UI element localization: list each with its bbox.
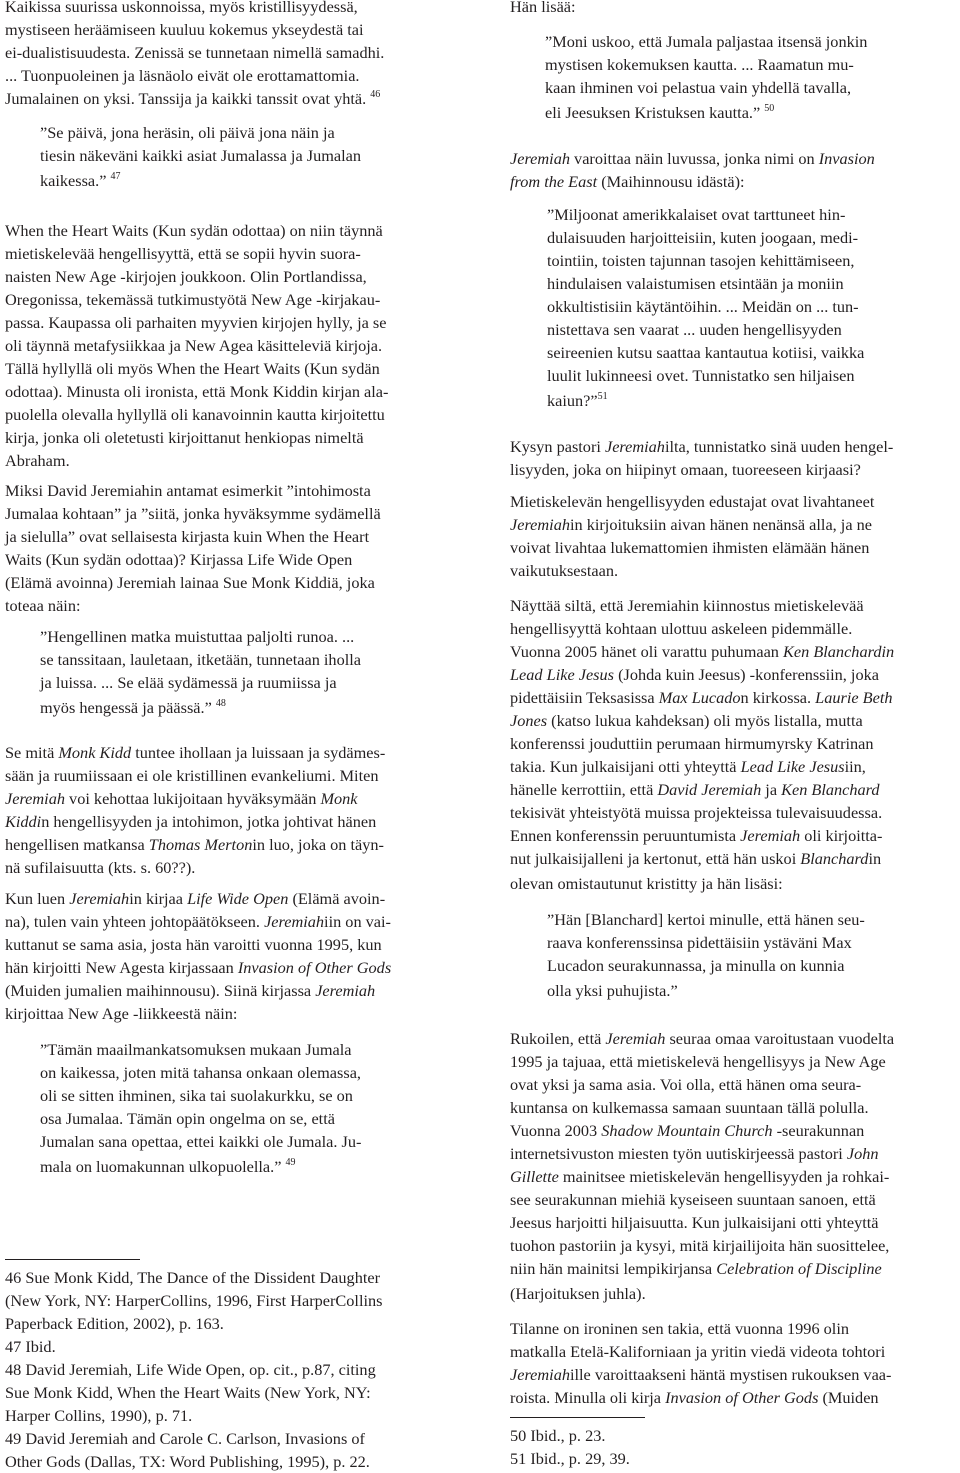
text-line: kirja, jonka oli oletetusti kirjoittanut henkiopas nimeltä [5,428,364,447]
text-line: kuntansa on kulkemassa samaan suuntaan tällä polulla. [510,1098,869,1117]
footnote-ref: 50 [764,103,775,114]
text-line: puolella olevalla hyllyllä oli kanavoinnin kautta kirjoitettu [5,405,385,424]
footnote-line: 49 David Jeremiah and Carole C. Carlson, Invasions of [5,1429,365,1448]
text-run: oli kirjoitta- [800,826,883,845]
text-run: in kirjoituksiin aivan hänen nenänsä alla, ja ne [569,515,872,534]
text-run: hän kirjoitti New Agesta kirjassaan [5,958,238,977]
text-run: -seurakunnan [772,1121,865,1140]
text-run: ilta, tunnistatko sinä uuden hengel- [664,437,894,456]
text-line: konferenssi jouduttiin perumaan hirmumyrsky Katrinan [510,734,874,753]
text-line: Jeesus harjoitti hiljaisuutta. Kun julkaisijani otti yhteyttä [510,1213,879,1232]
quote-line [545,101,957,124]
nayttaa-paragraph [510,594,957,895]
block-quote-3 [5,1038,454,1178]
text-run: (Muiden jumalien maihinnousu). Siinä kirjassa [5,981,316,1000]
quote-line: ”Hengellinen matka muistuttaa paljolti runoa. ... [40,627,355,646]
footnote-line: Paperback Edition, 2002), p. 163. [5,1314,224,1333]
block-quote-6 [510,908,957,1002]
text-line: kirjoittaa New Age -liikkeestä näin: [5,1004,238,1023]
text-line: toteaa näin: [5,596,81,615]
text-line [510,778,957,801]
quote-line [40,1155,454,1178]
text-line: passa. Kaupassa oli parhaiten myyvien kirjojen hylly, ja se [5,313,387,332]
text-line: ja sielulla” ovat sellaisesta kirjasta kuin When the Heart [5,527,370,546]
quote-line: on kaikessa, joten mitä tahansa onkaan olemassa, [40,1063,362,1082]
text-line [510,1363,957,1386]
quote-line: tointiin, toisten tajunnan tasojen kehittämiseen, [547,251,855,270]
varoittaa-paragraph [510,147,957,193]
quote-line: seireenien kutsu saattaa kantautua kotiisi, vaikka [547,343,865,362]
footnote-ref: 51 [597,391,608,402]
text-line: Miksi David Jeremiahin antamat esimerkit ”intohimosta [5,481,371,500]
heart-waits-paragraph [5,219,454,472]
text-run: in kirjaa [129,889,188,908]
quote-line: olla yksi puhujista.” [547,981,678,1000]
text-run: Vuonna 2005 hänet oli varattu puhumaan [510,642,784,661]
quote-line: ”Moni uskoo, että Jumala paljastaa itsensä jonkin [545,32,868,51]
quote-line: raava konferenssinsa pidettäisiin ystäväni Max [547,933,852,952]
italic-run: David Jeremiah [657,780,762,799]
text-run: mainitsee mietiskelevän hengellisyyden ja rohkai- [558,1167,890,1186]
text-line: Kaikissa suurissa uskonnoissa, myös kristillisyydessä, [5,0,358,16]
se-mita-paragraph [5,741,454,879]
italic-run: Thomas Merton [148,835,253,854]
italic-run: Monk [320,789,358,808]
text-line: tuohon pastoriin ja kysyi, mitä kirjailijoita hän suosittelee, [510,1236,890,1255]
rukoilen-paragraph [510,1027,957,1305]
footnote-ref: 47 [110,171,121,182]
quote-line: dulaisuuden harjoitteisiin, kuten joogaan, medi- [547,228,859,247]
text-line [510,147,957,170]
miksi-paragraph [5,479,454,617]
text-run: voi kehottaa lukijoitaan hyväksymään [64,789,321,808]
text-run: Ennen konferenssin peruuntumista [510,826,741,845]
text-line [510,513,957,536]
quote-line [40,696,454,719]
footnote-line: Other Gods (Dallas, TX: Word Publishing, 1995), p. 22. [5,1452,370,1471]
italic-run: Invasion of Other Gods [237,958,392,977]
footnote-rule [510,1417,645,1418]
italic-run: Jeremiah [605,1029,666,1048]
italic-run: Shadow Mountain Church [601,1121,773,1140]
text-line-content: Jumalainen on yksi. Tanssija ja kaikki tanssit ovat yhtä. [5,89,367,108]
footnote-line: 51 Ibid., p. 29, 39. [510,1449,630,1468]
text-line [5,979,454,1002]
text-line [5,787,454,810]
footnote-line: Sue Monk Kidd, When the Heart Waits (New York, NY: [5,1383,371,1402]
italic-run: Lead Like Jesus [740,757,845,776]
text-line: mietiskelevää hengellisyyttä, että se sopii hyvin suora- [5,244,361,263]
quote-line: kaan ihminen voi pelastua vain yhdellä tavalla, [545,78,852,97]
italic-run: Blanchard [800,849,869,868]
italic-run: John [846,1144,879,1163]
text-line [510,824,957,847]
text-line [5,910,454,933]
text-run: (katso lukua kahdeksan) oli myös listalla, mutta [547,711,863,730]
text-line: Waits (Kun sydän odottaa)? Kirjassa Life Wide Open [5,550,353,569]
text-run: varoittaa näin luvussa, jonka nimi on [569,149,819,168]
text-line [510,435,957,458]
text-line [5,833,454,856]
quote-line: tiesin näkeväni kaikki asiat Jumalassa ja Jumalan [40,146,362,165]
tilanne-paragraph [510,1317,957,1409]
text-line: Abraham. [5,451,70,470]
text-line [510,686,957,709]
text-run: ja [761,780,782,799]
text-line [510,1386,957,1409]
italic-run: Jones [510,711,548,730]
text-line: Jumalaa kohtaan” ja ”siitä, jonka hyväksymme sydämellä [5,504,381,523]
kysyn-paragraph [510,435,957,481]
text-run: n hengellisyyden ja intohimon, jotka johtivat hänen [41,812,377,831]
text-line [5,87,454,110]
block-quote-5 [510,203,957,412]
footnote-divider-right [510,1417,957,1418]
italic-run: Jeremiah [510,1365,570,1384]
text-line [5,741,454,764]
text-line [510,755,957,778]
quote-line: luulit lukinneesi ovet. Tunnistatko sen hiljaisen [547,366,855,385]
text-line: vaikutuksestaan. [510,561,619,580]
italic-run: Gillette [510,1167,559,1186]
quote-line: nistettava sen vaarat ... uuden hengellisyyden [547,320,842,339]
han-lisaa: Hän lisää: [510,0,576,16]
text-line: kuttanut se sama asia, josta hän varoitti vuonna 1995, kun [5,935,382,954]
italic-run: Jeremiah [315,981,376,1000]
text-run: n kirkossa. [740,688,816,707]
footnote-line: 50 Ibid., p. 23. [510,1426,606,1445]
quote-line-content: kaikessa.” [40,171,107,190]
text-line [5,810,454,833]
text-line: naisten New Age -kirjojen joukkoon. Olin Portlandissa, [5,267,367,286]
kun-luen-paragraph [5,887,454,1025]
text-line [510,663,957,686]
text-run: hengellisen matkansa [5,835,149,854]
quote-line: okkultistisiin käytäntöihin. ... Meidän on ... tun- [547,297,859,316]
text-line: lisyyden, joka on hiipinyt omaan, tuoreeseen kirjaasi? [510,460,861,479]
quote-line: mystisen kokemuksen kautta. ... Raamatun mu- [545,55,854,74]
text-run: ille varoittaakseni häntä mystisen rukouksen vaa- [569,1365,892,1384]
italic-run: Jeremiah [510,149,570,168]
quote-line-content: kaiun?” [547,391,598,410]
italic-run: Ken Blanchard [781,780,880,799]
text-run: (Maihinnousu idästä): [597,172,745,191]
text-run: (Elämä avoin- [288,889,386,908]
text-line: hengellisyyttä kohtaan ulottuu askeleen pidemmälle. [510,619,853,638]
italic-run: Jeremiah [264,912,325,931]
text-line [510,170,957,193]
quote-line: osa Jumalaa. Tämän opin ongelma on se, että [40,1109,335,1128]
text-run: in [868,849,882,868]
footnotes-right [510,1424,957,1470]
text-run: takia. Kun julkaisijani otti yhteyttä [510,757,741,776]
quote-line-content: mala on luomakunnan ulkopuolella.” [40,1157,282,1176]
block-quote-4 [510,30,957,124]
italic-run: Celebration of Discipline [716,1259,882,1278]
italic-run: Life Wide Open [187,889,289,908]
footnote-ref: 48 [215,698,226,709]
quote-line: ja luissa. ... Se elää sydämessä ja ruumiissa ja [40,673,337,692]
text-run: niin hän mainitsi lempikirjansa [510,1259,717,1278]
text-run: Kysyn pastori [510,437,605,456]
text-run: tuntee ihollaan ja luissaan ja sydämes- [131,743,386,762]
quote-line: ”Hän [Blanchard] kertoi minulle, että hänen seu- [547,910,865,929]
text-line [510,1257,957,1280]
text-line: oli täynnä metafysiikkaa ja New Agea käsitteleviä kirjoja. [5,336,383,355]
text-line [510,1027,957,1050]
text-line: When the Heart Waits (Kun sydän odottaa) on niin täynnä [5,221,383,240]
text-line [510,847,957,870]
text-line: (Elämä avoinna) Jeremiah lainaa Sue Monk Kiddiä, joka [5,573,375,592]
text-run: seuraa omaa varoitustaan vuodelta [665,1029,895,1048]
text-line: Tällä hyllyllä oli myös When the Heart Waits (Kun sydän [5,359,380,378]
italic-run: Kiddi [5,812,42,831]
text-line [510,1165,957,1188]
italic-run: Ken Blanchardin [783,642,895,661]
footnote-line: 48 David Jeremiah, Life Wide Open, op. cit., p.87, citing [5,1360,376,1379]
text-run: nut julkaisijalleni ja kertonut, että hän uskoi [510,849,801,868]
quote-line: ”Miljoonat amerikkalaiset ovat tarttuneet hin- [547,205,846,224]
text-run: iin on vai- [324,912,391,931]
text-line: ... Tuonpuoleinen ja läsnäolo eivät ole erottamattomia. [5,66,360,85]
text-run: Vuonna 2003 [510,1121,602,1140]
footnote-divider [5,1259,454,1260]
text-run: iin, [844,757,866,776]
block-quote-2 [5,625,454,719]
intro-paragraph [5,0,454,110]
italic-run: Jeremiah [69,889,130,908]
text-line: (Harjoituksen juhla). [510,1284,646,1303]
text-line [510,1119,957,1142]
italic-run: Max Lucado [658,688,741,707]
footnote-line: 47 Ibid. [5,1337,56,1356]
text-run: Rukoilen, että [510,1029,606,1048]
text-run: in luo, joka on täyn- [252,835,384,854]
mietiskelevan-paragraph [510,490,957,582]
quote-line: oli se sitten ihminen, sika tai suolakurkku, se on [40,1086,353,1105]
text-line: Tilanne on ironinen sen takia, että vuonna 1996 olin [510,1319,849,1338]
text-run: (Johda kuin Jeesus) -konferenssiin, joka [614,665,879,684]
text-run: roista. Minulla oli kirja [510,1388,666,1407]
text-run: hänelle kerrottiin, että [510,780,658,799]
text-line: matkalla Etelä-Kaliforniaan ja yritin viedä videota tohtori [510,1342,886,1361]
italic-run: Jeremiah [604,437,665,456]
footnote-ref: 49 [285,1157,296,1168]
italic-run: Invasion [818,149,875,168]
footnote-rule [5,1259,140,1260]
text-line: see seurakunnan miehiä kyseiseen suuntaan sanoen, että [510,1190,876,1209]
text-line: voivat livahtaa lukemattomien ihmisten elämään hänen [510,538,870,557]
italic-run: Jeremiah [510,515,570,534]
text-line [5,887,454,910]
text-run: (Muiden [818,1388,879,1407]
text-run: Kun luen [5,889,70,908]
text-line: ovat yksi ja sama asia. Voi olla, että hänen oma seura- [510,1075,862,1094]
quote-line-content: eli Jeesuksen Kristuksen kautta.” [545,103,761,122]
italic-run: Laurie Beth [815,688,893,707]
text-run: Se mitä [5,743,59,762]
footnotes-left [5,1266,454,1473]
italic-run: Jeremiah [5,789,65,808]
quote-line-content: myös hengessä ja päässä.” [40,698,212,717]
text-line: olevan omistautunut kristitty ja hän lisäsi: [510,874,783,893]
text-line: ei-dualistisuudesta. Zenissä se tunnetaan nimellä samadhi. [5,43,385,62]
text-line: sään ja ruumiissaan ei ole kristillinen evankeliumi. Miten [5,766,379,785]
text-line: odottaa). Minusta oli ironista, että Monk Kiddin kirjan ala- [5,382,389,401]
quote-line: se tanssitaan, lauletaan, itketään, tunnetaan iholla [40,650,361,669]
block-quote-1 [5,121,454,192]
text-line: Mietiskelevän hengellisyyden edustajat ovat livahtaneet [510,492,875,511]
text-run: internetsivuston miesten työn uutiskirjeessä pastori [510,1144,847,1163]
text-run: pidettäisiin Teksasissa [510,688,659,707]
footnote-line: 46 Sue Monk Kidd, The Dance of the Dissident Daughter [5,1268,381,1287]
text-line: Näyttää siltä, että Jeremiahin kiinnostus mietiskelevää [510,596,864,615]
text-line [510,1142,957,1165]
text-line [5,956,454,979]
text-line: tekisivät yhteistyötä muissa projekteissa tulevaisuudessa. [510,803,883,822]
quote-line: ”Se päivä, jona heräsin, oli päivä jona näin ja [40,123,335,142]
italic-run: Lead Like Jesus [510,665,614,684]
text-run: na), tulen vain yhteen johtopäätökseen. [5,912,265,931]
quote-line [547,389,957,412]
text-line [510,709,957,732]
italic-run: from the East [510,172,598,191]
quote-line: Lucadon seurakunnassa, ja minulla on kunnia [547,956,845,975]
footnote-ref: 46 [370,89,381,100]
footnote-line: (New York, NY: HarperCollins, 1996, First HarperCollins [5,1291,383,1310]
text-line: mystiseen heräämiseen kuuluu kokemus ykseydestä tai [5,20,364,39]
quote-line: hindulaisen valaistumisen etsintään ja moniin [547,274,844,293]
italic-run: Invasion of Other Gods [665,1388,819,1407]
quote-line: Jumalan sana opettaa, ettei kaikki ole Jumala. Ju- [40,1132,362,1151]
text-line: Oregonissa, tekemässä tutkimustyötä New Age -kirjakau- [5,290,381,309]
italic-run: Monk Kidd [58,743,132,762]
text-line: 1995 ja tajuaa, että mietiskelevä hengellisyys ja New Age [510,1052,886,1071]
footnote-line: Harper Collins, 1990), p. 71. [5,1406,193,1425]
quote-line [40,169,454,192]
quote-line: ”Tämän maailmankatsomuksen mukaan Jumala [40,1040,352,1059]
italic-run: Jeremiah [740,826,801,845]
text-line [510,640,957,663]
text-line: nä sufilaisuutta (kts. s. 60??). [5,858,196,877]
